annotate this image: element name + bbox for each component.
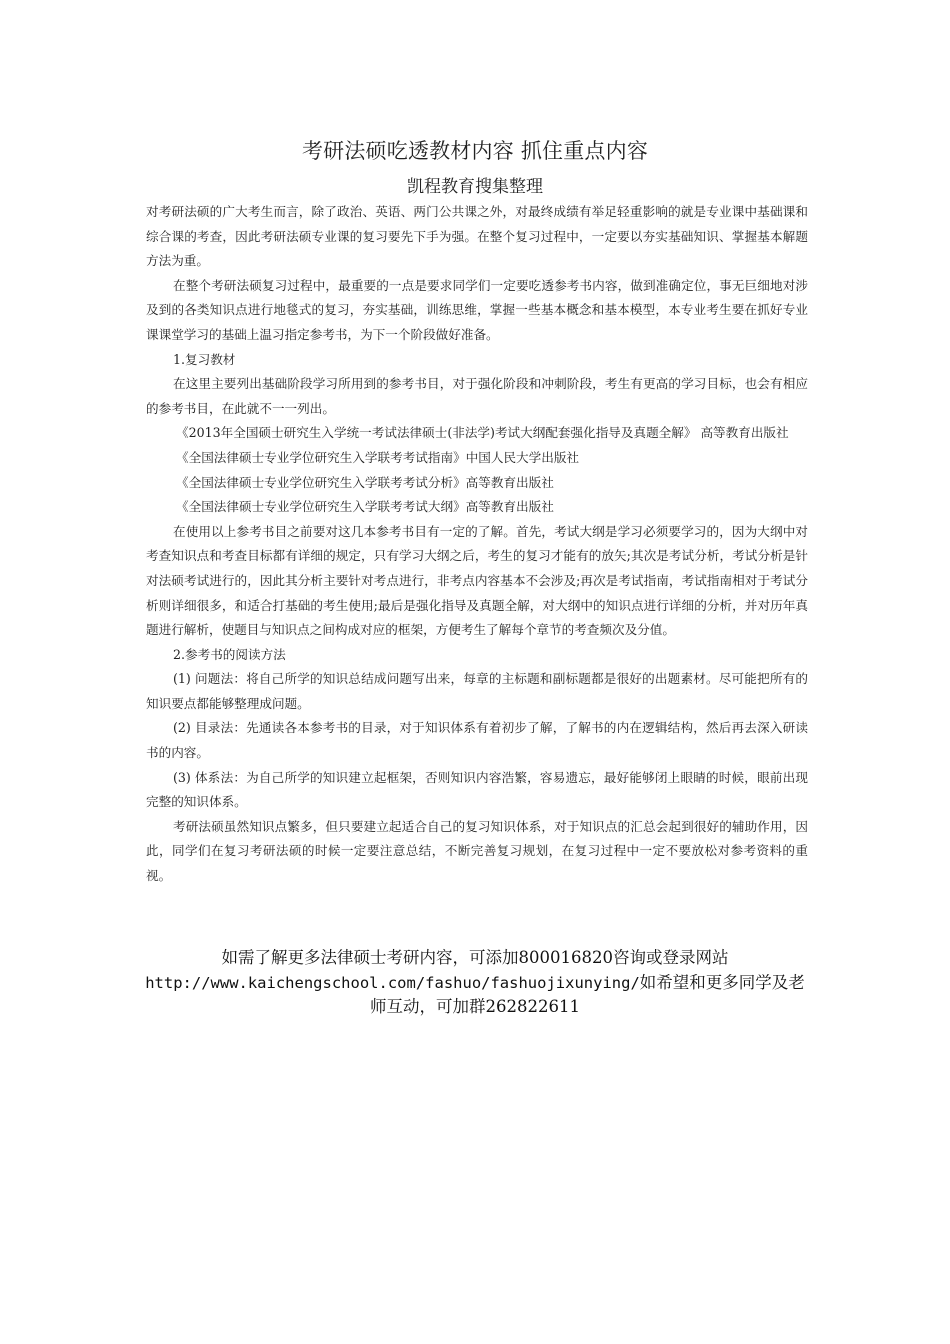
book-item-2: 《全国法律硕士专业学位研究生入学联考考试指南》中国人民大学出版社 — [176, 449, 579, 465]
method-system: (3) 体系法：为自己所学的知识建立起框架，否则知识内容浩繁，容易遗忘，最好能够闭上眼睛的时候，眼前出现完整的知识体系。 — [146, 769, 808, 810]
footer-phone: 800016820 — [518, 948, 613, 967]
book-item-1: 《2013年全国硕士研究生入学统一考试法律硕士(非法学)考试大纲配套强化指导及真题全解》 高等教育出版社 — [176, 425, 789, 441]
page-title: 考研法硕吃透教材内容 抓住重点内容 — [301, 139, 649, 163]
book-item-4: 《全国法律硕士专业学位研究生入学联考考试大纲》高等教育出版社 — [176, 499, 554, 515]
paragraph-overview: 在整个考研法硕复习过程中，最重要的一点是要求同学们一定要吃透参考书内容，做到准确定位，事无巨细地对涉及到的各类知识点进行地毯式的复习，夯实基础，训练思维，掌握一些基本概念和基本模型，本专业考生要在抓好专业课课堂学习的基础上温习指定参考书，为下一个阶段做好准备。 — [146, 277, 808, 342]
paragraph-conclusion: 考研法硕虽然知识点繁多，但只要建立起适合自己的复习知识体系，对于知识点的汇总会起到很好的辅助作用，因此，同学们在复习考研法硕的时候一定要注意总结，不断完善复习规划，在复习过程中一定不要放松对参考资料的重视。 — [146, 818, 808, 884]
section-heading-reading-methods: 2.参考书的阅读方法 — [173, 646, 286, 662]
paragraph-book-usage: 在使用以上参考书目之前要对这几本参考书目有一定的了解。首先，考试大纲是学习必须要学习的，因为大纲中对考查知识点和考查目标都有详细的规定，只有学习大纲之后，考生的复习才能有的放矢;其次是考试分析，考试分析是针对法硕考试进行的，因此其分析主要针对考点进行，非考点内容基本不会涉及;再次是考试指南，考试指南相对于考试分析则详细很多，和适合打基础的考生使用;最后是强化指导及真题全解，对大纲中的知识点进行详细的分析，并对历年真题进行解析，使题目与知识点之间构成对应的框架，方便考生了解每个章节的考查频次及分值。 — [146, 523, 808, 638]
article-body — [146, 200, 808, 889]
footer-url-link[interactable]: http://www.kaichengschool.com/fashuo/fashuojixunying/ — [145, 973, 640, 992]
method-contents: (2) 目录法：先通读各本参考书的目录，对于知识体系有着初步了解，了解书的内在逻辑结构，然后再去深入研读书的内容。 — [146, 720, 808, 761]
paragraph-textbooks: 在这里主要列出基础阶段学习所用到的参考书目，对于强化阶段和冲刺阶段，考生有更高的学习目标，也会有相应的参考书目，在此就不一一列出。 — [146, 376, 808, 416]
footer-group-number: 262822611 — [485, 997, 580, 1016]
footer-text-1: 如需了解更多法律硕士考研内容，可添加 — [221, 948, 519, 967]
footer-text-2: 咨询或登录网站 — [612, 948, 729, 967]
contact-footer — [140, 946, 810, 1020]
page-subtitle: 凯程教育搜集整理 — [407, 177, 543, 197]
paragraph-intro: 对考研法硕的广大考生而言，除了政治、英语、两门公共课之外，对最终成绩有举足轻重影响的就是专业课中基础课和综合课的考查，因此考研法硕专业课的复习要先下手为强。在整个复习过程中，一定要以夯实基础知识、掌握基本解题方法为重。 — [146, 204, 808, 269]
method-question: (1) 问题法：将自己所学的知识总结成问题写出来，每章的主标题和副标题都是很好的出题素材。尽可能把所有的知识要点都能够整理成问题。 — [146, 671, 808, 711]
footer-text-3: 如希望和更多同学及老师互动，可加群 — [370, 972, 805, 1016]
book-item-3: 《全国法律硕士专业学位研究生入学联考考试分析》高等教育出版社 — [176, 474, 554, 490]
section-heading-textbooks: 1.复习教材 — [173, 351, 236, 367]
